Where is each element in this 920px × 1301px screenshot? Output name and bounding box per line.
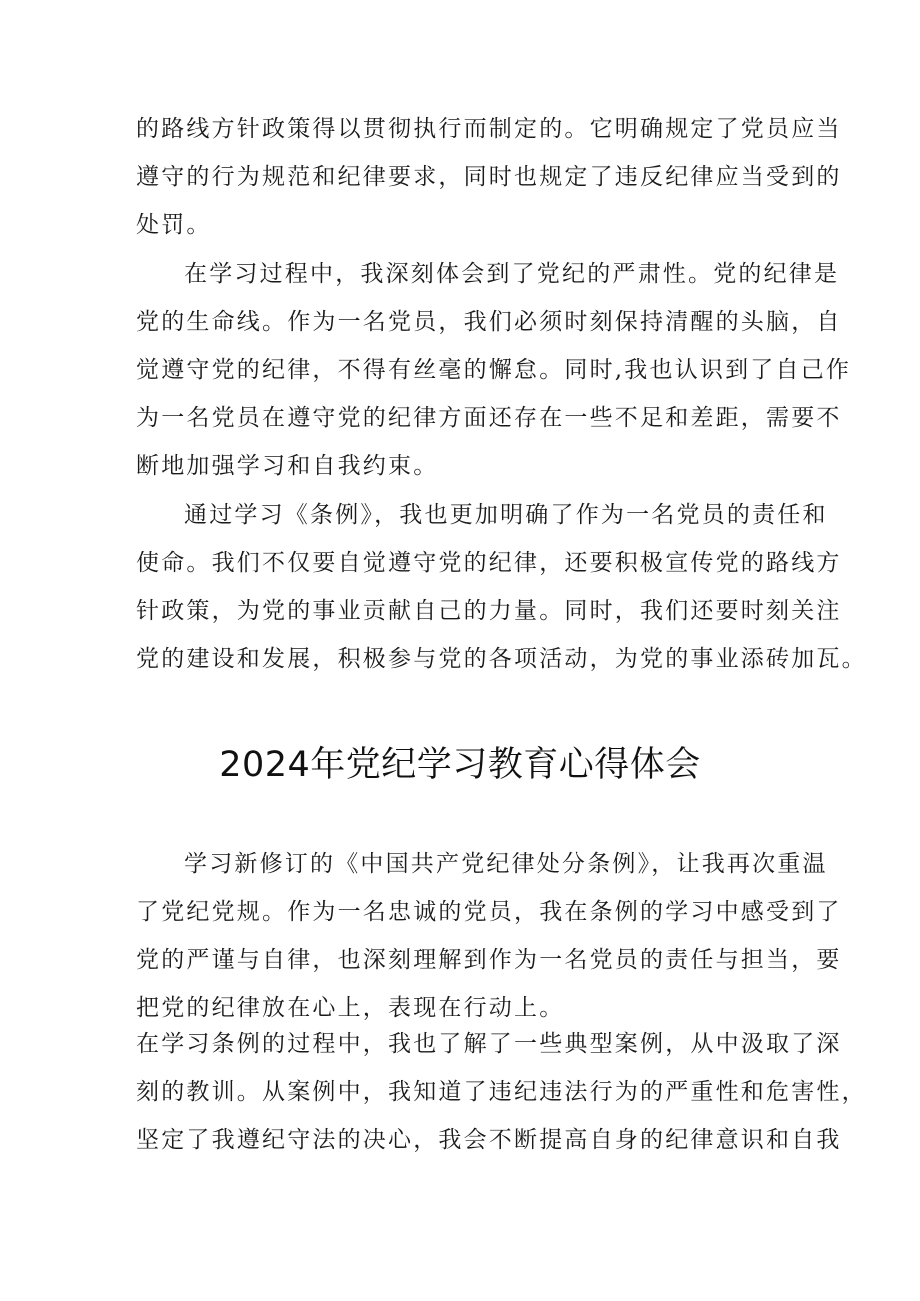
section1-p3-line-2: 使命。我们不仅要自觉遵守党的纪律，还要积极宣传党的路线方	[136, 550, 842, 576]
section2-p2-line-3: 坚定了我遵纪守法的决心，我会不断提高自身的纪律意识和自我	[136, 1127, 842, 1153]
section1-p2-line-1: 在学习过程中，我深刻体会到了党纪的严肃性。党的纪律是	[184, 261, 840, 287]
section1-p3-line-1: 通过学习《条例》，我也更加明确了作为一名党员的责任和	[184, 502, 828, 528]
section2-p1-line-3: 党的严谨与自律，也深刻理解到作为一名党员的责任与担当，要	[136, 947, 842, 973]
section2-p1-line-4: 把党的纪律放在心上，表现在行动上。	[136, 995, 565, 1021]
section1-p1-line-2: 遵守的行为规范和纪律要求，同时也规定了违反纪律应当受到的	[136, 164, 842, 190]
section2-p2-line-2: 刻的教训。从案例中，我知道了违纪违法行为的严重性和危害性，	[136, 1079, 867, 1105]
section1-p3-line-3: 针政策，为党的事业贡献自己的力量。同时，我们还要时刻关注	[136, 598, 842, 624]
section1-p2-line-5: 断地加强学习和自我约束。	[136, 453, 439, 479]
section1-p3-line-4: 党的建设和发展，积极参与党的各项活动，为党的事业添砖加瓦。	[136, 646, 867, 672]
section2-title: 2024年党纪学习教育心得体会	[219, 745, 701, 785]
section2-p2-line-1: 在学习条例的过程中，我也了解了一些典型案例，从中汲取了深	[136, 1031, 842, 1057]
section1-p2-line-4: 为一名党员在遵守党的纪律方面还存在一些不足和差距，需要不	[136, 405, 842, 431]
section1-p1-line-1: 的路线方针政策得以贯彻执行而制定的。它明确规定了党员应当	[136, 116, 842, 142]
section2-p1-line-2: 了党纪党规。作为一名忠诚的党员，我在条例的学习中感受到了	[136, 899, 842, 925]
section1-p2-line-2: 党的生命线。作为一名党员，我们必须时刻保持清醒的头脑，自	[136, 309, 842, 335]
section1-p2-line-3: 觉遵守党的纪律，不得有丝毫的懈怠。同时,我也认识到了自己作	[136, 357, 852, 383]
section2-p1-line-1: 学习新修订的《中国共产党纪律处分条例》，让我再次重温	[184, 851, 828, 877]
section1-p1-line-3: 处罚。	[136, 212, 212, 238]
